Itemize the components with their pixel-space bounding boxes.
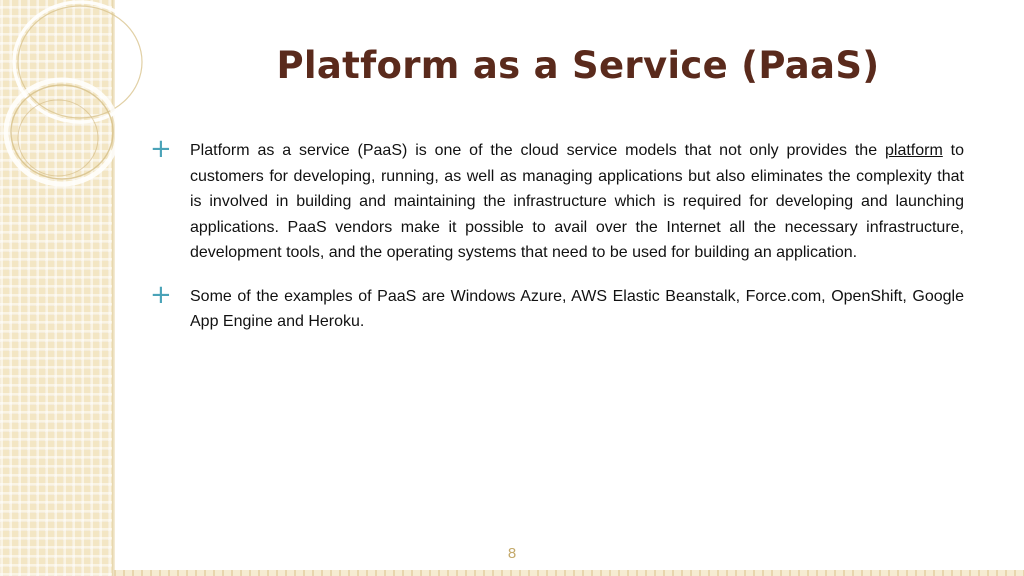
bullet-text: Some of the examples of PaaS are Windows Azure, AWS Elastic Beanstalk, Force.com, OpenShift, Google App Engine and Heroku. xyxy=(190,287,964,330)
slide-content xyxy=(150,134,964,353)
plus-icon: + xyxy=(150,279,172,310)
page-number: 8 xyxy=(507,545,517,562)
platform-link[interactable]: platform xyxy=(884,142,943,159)
slide-title: Platform as a Service (PaaS) xyxy=(276,44,880,87)
bullet-item xyxy=(150,279,964,335)
decorative-ring-lower xyxy=(6,80,118,184)
bullet-item xyxy=(150,134,964,266)
decorative-ring-outer xyxy=(14,2,146,122)
decorative-ring-outer-shadow xyxy=(18,6,142,118)
bullet-text xyxy=(190,138,964,266)
decorative-rings-graphic xyxy=(0,0,160,230)
plus-icon: + xyxy=(150,134,172,164)
decorative-ring-inner xyxy=(18,100,98,176)
bullet-text-after-link: to customers for developing, running, as well as managing applications but also eliminates the complexity that is involved in building and maintaining the infrastructure which is required for developing and launching applications. PaaS vendors make it possible to avail over the Internet all the necessary infrastructure, development tools, and the operating systems that need to be used for building an application. xyxy=(190,142,964,261)
decorative-bottom-strip xyxy=(114,570,1024,576)
bullet-text-before-link: Platform as a service (PaaS) is one of the cloud service models that not only provides the xyxy=(190,142,885,159)
